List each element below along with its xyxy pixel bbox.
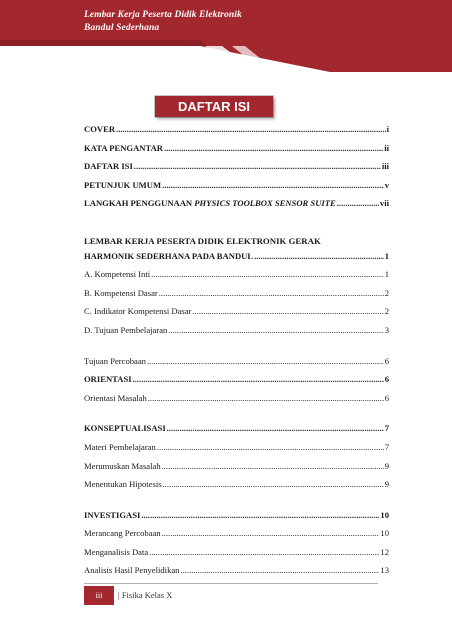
toc-entry-cover[interactable] xyxy=(84,124,389,143)
dot-leader xyxy=(162,461,384,471)
toc-entry-kata-pengantar[interactable] xyxy=(84,143,389,162)
dot-leader xyxy=(164,143,383,153)
toc-entry-kompetensi-inti[interactable] xyxy=(84,269,389,288)
toc-entry-label: Tujuan Percobaan xyxy=(84,355,146,366)
page-header-banner xyxy=(0,0,452,80)
toc-entry-menganalisis-data[interactable] xyxy=(84,547,389,566)
toc-entry-page: 7 xyxy=(384,441,389,452)
toc-entry-page: 13 xyxy=(380,565,389,576)
toc-entry-page: 2 xyxy=(384,287,389,298)
toc-entry-petunjuk-umum[interactable] xyxy=(84,180,389,199)
toc-heading-investigasi[interactable] xyxy=(84,510,389,529)
toc-entry-kompetensi-dasar[interactable] xyxy=(84,288,389,307)
toc-entry-label: Materi Pembelajaran xyxy=(84,441,156,452)
dot-leader xyxy=(337,198,379,208)
dot-leader xyxy=(162,528,380,538)
toc-heading-konseptualisasi[interactable] xyxy=(84,423,389,442)
toc-entry-label: COVER xyxy=(84,124,116,134)
toc-entry-page: 2 xyxy=(384,306,389,317)
dot-leader xyxy=(254,251,384,261)
toc-heading-orientasi[interactable] xyxy=(84,374,389,393)
toc-entry-page: 3 xyxy=(384,324,389,335)
toc-entry-daftar-isi[interactable] xyxy=(84,161,389,180)
toc-entry-page: vii xyxy=(379,198,389,209)
toc-entry-label: Menentukan Hipotesis xyxy=(84,479,162,490)
toc-heading-lkpd-line1[interactable]: LEMBAR KERJA PESERTA DIDIK ELEKTRONIK GERAK xyxy=(84,235,321,246)
toc-entry-label: Menganalisis Data xyxy=(84,546,149,557)
dot-leader xyxy=(162,180,384,190)
toc-entry-label: HARMONIK SEDERHANA PADA BANDUL xyxy=(84,250,254,261)
table-of-contents xyxy=(84,124,389,584)
dot-leader xyxy=(167,423,384,433)
toc-entry-page: 9 xyxy=(384,479,389,490)
toc-entry-page: ii xyxy=(384,142,389,153)
toc-entry-label: DAFTAR ISI xyxy=(84,161,133,172)
dot-leader xyxy=(147,356,384,366)
toc-entry-label: Merancang Percobaan xyxy=(84,528,161,539)
toc-entry-langkah-penggunaan[interactable] xyxy=(84,198,389,217)
dot-leader xyxy=(141,510,379,520)
dot-leader xyxy=(133,374,384,384)
toc-entry-label-prefix: LANGKAH PENGGUNAAN xyxy=(84,198,195,209)
page-title: DAFTAR ISI xyxy=(155,96,273,117)
toc-entry-indikator[interactable] xyxy=(84,306,389,325)
toc-entry-page: iii xyxy=(381,161,389,172)
toc-entry-analisis-hasil[interactable] xyxy=(84,565,389,584)
dot-leader xyxy=(134,161,381,171)
toc-entry-merancang-percobaan[interactable] xyxy=(84,528,389,547)
footer-page-number: iii xyxy=(84,586,114,605)
toc-entry-label: KONSEPTUALISASI xyxy=(84,423,166,434)
toc-entry-page: 10 xyxy=(380,509,389,520)
toc-entry-materi-pembelajaran[interactable] xyxy=(84,442,389,461)
dot-leader xyxy=(159,288,384,298)
toc-entry-label: C. Indikator Kompetensi Dasar xyxy=(84,306,192,317)
dot-leader xyxy=(116,124,386,134)
toc-entry-merumuskan-masalah[interactable] xyxy=(84,461,389,480)
toc-entry-page: 6 xyxy=(384,355,389,366)
toc-entry-label-italic: PHYSICS TOOLBOX SENSOR SUITE xyxy=(194,198,336,209)
toc-entry-page: 1 xyxy=(384,250,389,261)
toc-entry-page: v xyxy=(384,179,389,190)
toc-entry-page: 6 xyxy=(384,374,389,385)
toc-entry-page: 7 xyxy=(384,423,389,434)
dot-leader xyxy=(157,442,384,452)
footer-subject: | Fisika Kelas X xyxy=(118,590,173,600)
toc-entry-label: Orientasi Masalah xyxy=(84,392,147,403)
dot-leader xyxy=(151,269,384,279)
toc-entry-label: D. Tujuan Pembelajaran xyxy=(84,324,168,335)
toc-entry-label: KATA PENGANTAR xyxy=(84,142,164,153)
footer-divider xyxy=(84,583,378,584)
toc-entry-label: Analisis Hasil Penyelidikan xyxy=(84,565,180,576)
header-title-line2: Bandul Sederhana xyxy=(84,23,160,33)
toc-heading-lkpd-line2[interactable] xyxy=(84,251,389,270)
toc-entry-page: 12 xyxy=(380,546,389,557)
toc-entry-page: i xyxy=(386,124,389,134)
dot-leader xyxy=(149,547,379,557)
toc-entry-label: B. Kompetensi Dasar xyxy=(84,287,158,298)
toc-entry-page: 9 xyxy=(384,460,389,471)
dot-leader xyxy=(168,325,383,335)
toc-entry-page: 6 xyxy=(384,392,389,403)
toc-entry-label: ORIENTASI xyxy=(84,374,132,385)
dot-leader xyxy=(148,393,384,403)
toc-entry-page: 10 xyxy=(380,528,389,539)
toc-entry-page: 1 xyxy=(384,269,389,280)
dot-leader xyxy=(192,306,383,316)
toc-entry-tujuan-pembelajaran[interactable] xyxy=(84,325,389,344)
toc-entry-label xyxy=(84,198,336,208)
header-title-line1: Lembar Kerja Peserta Didik Elektronik xyxy=(84,10,242,20)
toc-entry-tujuan-percobaan[interactable] xyxy=(84,356,389,375)
dot-leader xyxy=(180,565,379,575)
toc-entry-menentukan-hipotesis[interactable] xyxy=(84,479,389,498)
toc-entry-label: INVESTIGASI xyxy=(84,509,141,520)
toc-entry-label: PETUNJUK UMUM xyxy=(84,179,162,190)
toc-entry-orientasi-masalah[interactable] xyxy=(84,393,389,412)
header-title xyxy=(84,9,242,35)
toc-entry-label: Merumuskan Masalah xyxy=(84,460,161,471)
toc-entry-label: A. Kompetensi Inti xyxy=(84,269,151,280)
dot-leader xyxy=(163,479,384,489)
